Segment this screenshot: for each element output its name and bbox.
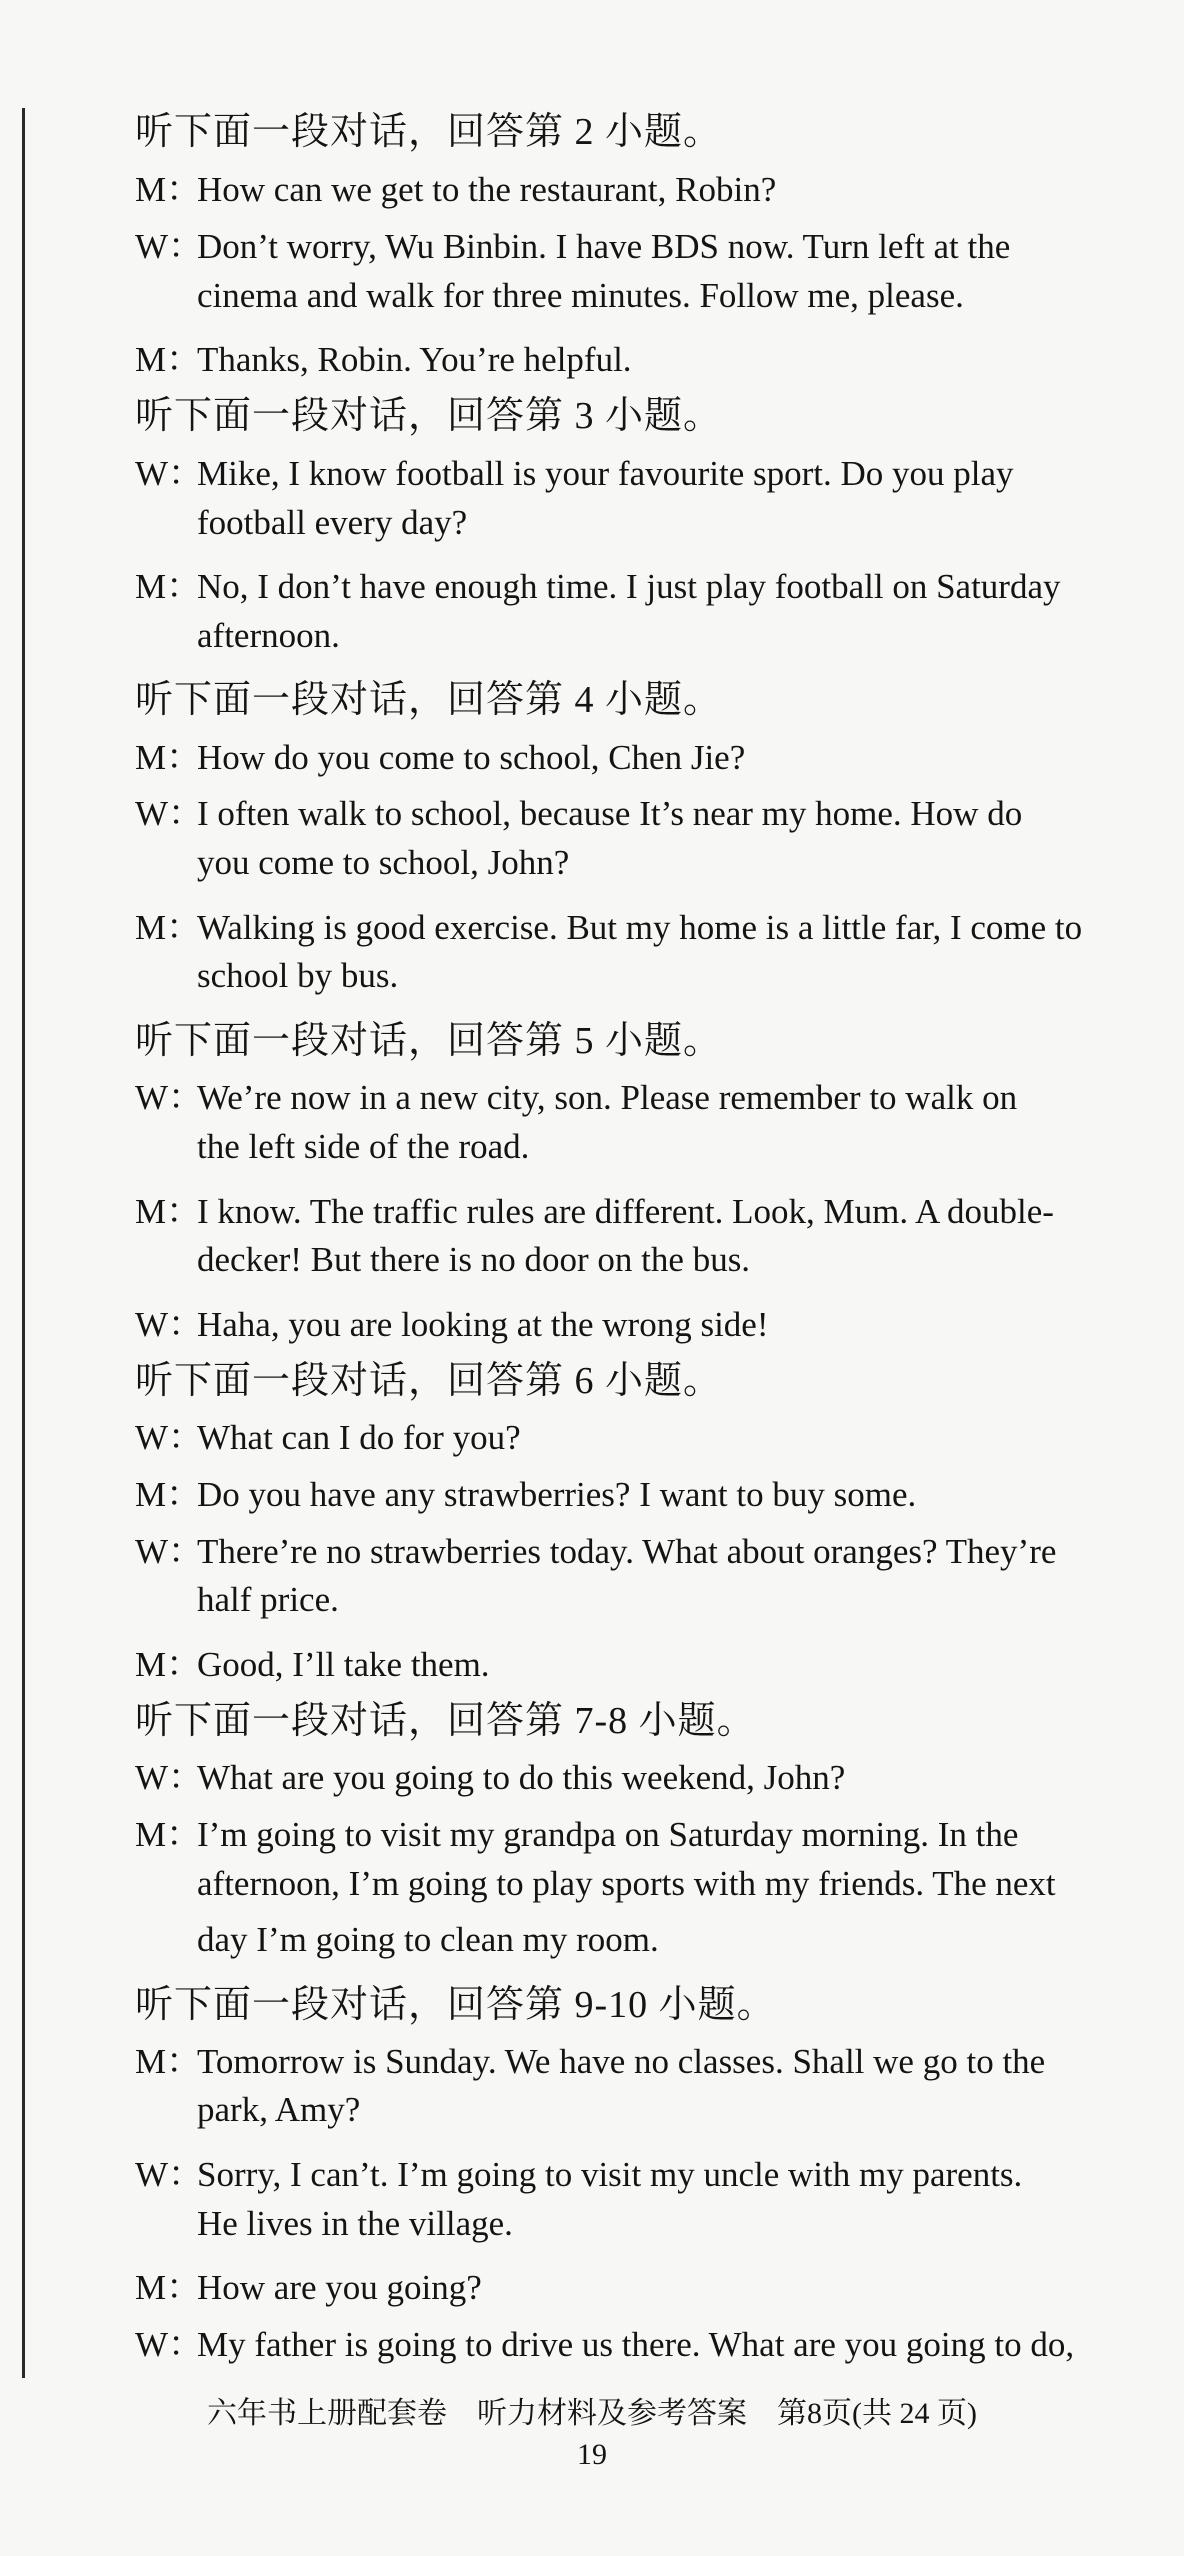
speaker-label: W： <box>135 1758 204 1797</box>
dialogue-text: My father is going to drive us there. What are you going to do, <box>197 2325 1075 2364</box>
dialogue-line <box>135 1184 1054 1234</box>
speaker-label: W： <box>135 1418 204 1457</box>
dialogue-line <box>135 2147 1022 2197</box>
dialogue-line <box>135 1807 1018 1857</box>
dialogue-text: Thanks, Robin. You’re helpful. <box>197 340 632 379</box>
dialogue-continuation: park, Amy? <box>197 2090 361 2129</box>
section-heading-q2: 听下面一段对话，回答第 2 小题。 <box>135 111 723 153</box>
speaker-label: M： <box>135 1645 202 1684</box>
dialogue-text: I know. The traffic rules are different. Look, Mum. A double- <box>197 1192 1054 1231</box>
dialogue-continuation: the left side of the road. <box>197 1127 530 1166</box>
dialogue-line <box>135 900 1082 950</box>
dialogue-continuation: decker! But there is no door on the bus. <box>197 1240 751 1279</box>
dialogue-text: There’re no strawberries today. What about oranges? They’re <box>197 1532 1057 1571</box>
speaker-label: M： <box>135 340 202 379</box>
dialogue-continuation: afternoon, I’m going to play sports with my friends. The next <box>197 1864 1056 1903</box>
speaker-label: M： <box>135 1475 202 1514</box>
dialogue-text: I’m going to visit my grandpa on Saturday morning. In the <box>197 1815 1019 1854</box>
dialogue-line <box>135 1070 1017 1120</box>
dialogue-text: Don’t worry, Wu Binbin. I have BDS now. Turn left at the <box>197 227 1011 266</box>
dialogue-line <box>135 559 1061 609</box>
section-heading-q6: 听下面一段对话，回答第 6 小题。 <box>135 1360 723 1402</box>
dialogue-line <box>135 162 776 212</box>
speaker-label: M： <box>135 738 202 777</box>
dialogue-line <box>135 786 1022 836</box>
dialogue-continuation: He lives in the village. <box>197 2204 513 2243</box>
footer-section-title: 听力材料及参考答案 <box>477 2397 747 2430</box>
dialogue-line <box>135 1524 1056 1574</box>
dialogue-text: What can I do for you? <box>197 1418 521 1457</box>
dialogue-continuation: you come to school, John? <box>197 843 570 882</box>
speaker-label: M： <box>135 2042 202 2081</box>
dialogue-continuation: day I’m going to clean my room. <box>197 1920 659 1959</box>
dialogue-text: Tomorrow is Sunday. We have no classes. Shall we go to the <box>197 2042 1046 2081</box>
speaker-label: M： <box>135 908 202 947</box>
page-footer <box>0 2388 1184 2432</box>
speaker-label: W： <box>135 2325 204 2364</box>
dialogue-continuation: cinema and walk for three minutes. Follow me, please. <box>197 276 964 315</box>
dialogue-line <box>135 1637 490 1687</box>
page-number: 19 <box>577 2438 607 2471</box>
dialogue-line <box>135 1750 845 1800</box>
dialogue-line <box>135 446 1014 496</box>
dialogue-text: No, I don’t have enough time. I just play football on Saturday <box>197 567 1061 606</box>
speaker-label: M： <box>135 170 202 209</box>
footer-book-title: 六年书上册配套卷 <box>207 2397 447 2430</box>
dialogue-continuation: afternoon. <box>197 616 340 655</box>
dialogue-line <box>135 2034 1045 2084</box>
speaker-label: W： <box>135 1305 204 1344</box>
speaker-label: M： <box>135 1192 202 1231</box>
dialogue-text: What are you going to do this weekend, John? <box>197 1758 846 1797</box>
dialogue-line <box>135 1410 521 1460</box>
dialogue-text: We’re now in a new city, son. Please remember to walk on <box>197 1078 1018 1117</box>
section-heading-q9-10: 听下面一段对话，回答第 9-10 小题。 <box>135 1984 776 2026</box>
dialogue-continuation: football every day? <box>197 503 468 542</box>
section-heading-q7-8: 听下面一段对话，回答第 7-8 小题。 <box>135 1700 756 1742</box>
footer-page-info: 第8页(共 24 页) <box>777 2397 977 2430</box>
speaker-label: M： <box>135 2268 202 2307</box>
dialogue-text: Do you have any strawberries? I want to buy some. <box>197 1475 917 1514</box>
section-heading-q3: 听下面一段对话，回答第 3 小题。 <box>135 395 723 437</box>
dialogue-line <box>135 332 632 382</box>
dialogue-text: Mike, I know football is your favourite sport. Do you play <box>197 454 1014 493</box>
dialogue-continuation: school by bus. <box>197 956 399 995</box>
dialogue-text: Walking is good exercise. But my home is a little far, I come to <box>197 908 1083 947</box>
speaker-label: W： <box>135 454 204 493</box>
dialogue-text: How do you come to school, Chen Jie? <box>197 738 746 777</box>
speaker-label: M： <box>135 1815 202 1854</box>
dialogue-text: Sorry, I can’t. I’m going to visit my uncle with my parents. <box>197 2155 1023 2194</box>
dialogue-text: Good, I’ll take them. <box>197 1645 490 1684</box>
dialogue-text: How can we get to the restaurant, Robin? <box>197 170 777 209</box>
dialogue-line <box>135 1297 769 1347</box>
dialogue-line <box>135 1467 916 1517</box>
dialogue-continuation: half price. <box>197 1580 339 1619</box>
speaker-label: M： <box>135 567 202 606</box>
speaker-label: W： <box>135 1078 204 1117</box>
dialogue-text: How are you going? <box>197 2268 482 2307</box>
speaker-label: W： <box>135 1532 204 1571</box>
dialogue-text: I often walk to school, because It’s near my home. How do <box>197 794 1023 833</box>
section-heading-q5: 听下面一段对话，回答第 5 小题。 <box>135 1020 723 1062</box>
speaker-label: W： <box>135 794 204 833</box>
dialogue-line <box>135 219 1010 269</box>
speaker-label: W： <box>135 2155 204 2194</box>
page-margin-rule <box>22 108 25 2378</box>
dialogue-line <box>135 730 745 780</box>
dialogue-line <box>135 2317 1074 2367</box>
dialogue-text: Haha, you are looking at the wrong side! <box>197 1305 769 1344</box>
section-heading-q4: 听下面一段对话，回答第 4 小题。 <box>135 679 723 721</box>
speaker-label: W： <box>135 227 204 266</box>
dialogue-line <box>135 2260 482 2310</box>
